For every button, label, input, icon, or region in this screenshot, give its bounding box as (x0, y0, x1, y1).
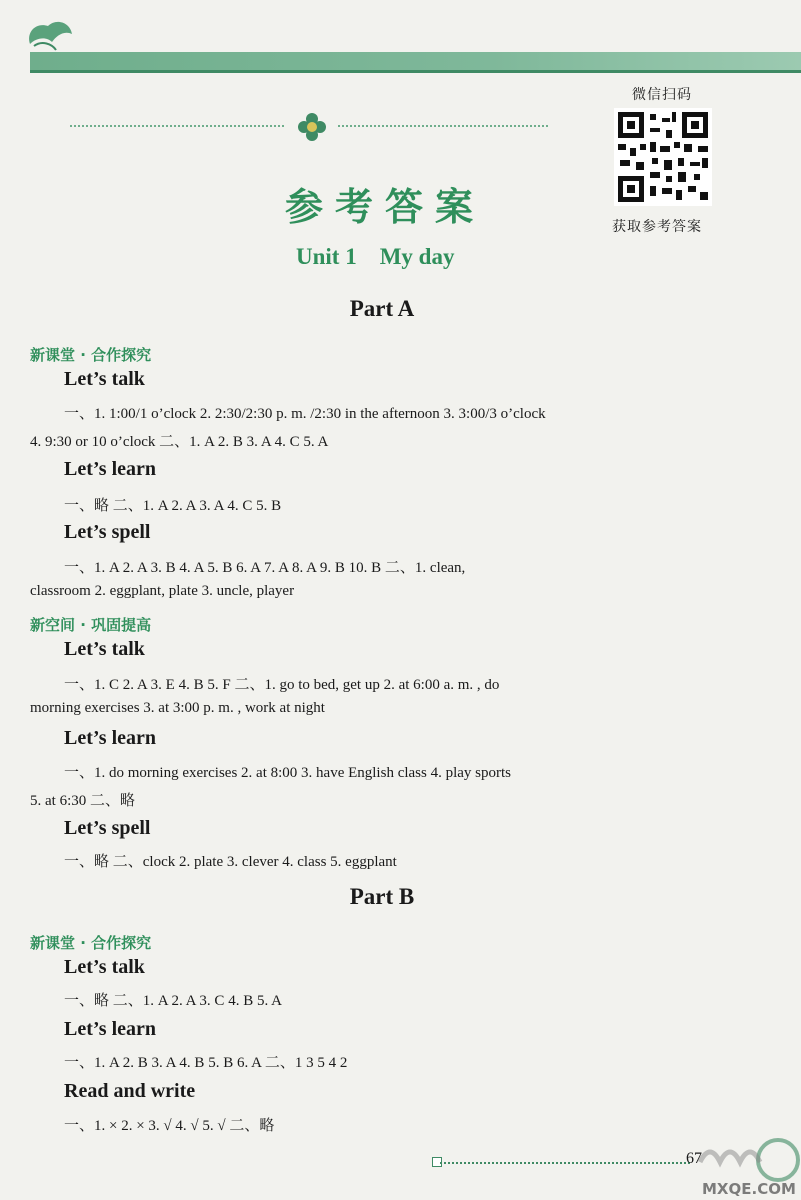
footer-dotted-rule (440, 1162, 690, 1164)
subsection-title: Let’s talk (64, 368, 145, 390)
answer-line: 一、1. A 2. A 3. B 4. A 5. B 6. A 7. A 8. A 9. B 10. B 二、1. clean, (64, 560, 466, 576)
answer-line: 5. at 6:30 二、略 (30, 793, 135, 809)
section-label: 新空间 · 巩固提高 (30, 616, 152, 634)
answer-line: morning exercises 3. at 3:00 p. m. , work at night (30, 700, 325, 716)
subsection-title: Let’s spell (64, 521, 151, 543)
answer-line: 一、1. C 2. A 3. E 4. B 5. F 二、1. go to bed, get up 2. at 6:00 a. m. , do (64, 677, 500, 693)
page-title: 参考答案 (284, 185, 485, 229)
leaf-logo-icon (22, 14, 78, 54)
flower-divider-icon (70, 113, 550, 143)
header-rule (30, 70, 801, 73)
subsection-title: Let’s learn (64, 727, 157, 749)
part-a-title: Part A (349, 296, 415, 321)
header-bar (30, 52, 801, 70)
section-label: 新课堂 · 合作探究 (30, 934, 152, 952)
answer-line: 一、略 二、clock 2. plate 3. clever 4. class 5. eggplant (64, 854, 397, 870)
watermark-logo-icon (690, 1132, 801, 1200)
part-b-title: Part B (349, 884, 415, 909)
qr-caption-top: 微信扫码 (632, 87, 692, 103)
subsection-title: Let’s learn (64, 1018, 157, 1040)
section-label: 新课堂 · 合作探究 (30, 346, 152, 364)
subsection-title: Let’s talk (64, 638, 145, 660)
answer-line: 一、1. 1:00/1 o’clock 2. 2:30/2:30 p. m. /2:30 in the afternoon 3. 3:00/3 o’clock (64, 406, 546, 422)
subsection-title: Let’s talk (64, 956, 145, 978)
answer-line: classroom 2. eggplant, plate 3. uncle, player (30, 583, 295, 599)
qr-caption-bottom: 获取参考答案 (612, 219, 702, 235)
watermark-text: MXQE.COM (702, 1180, 796, 1198)
answer-line: 一、1. A 2. B 3. A 4. B 5. B 6. A 二、1 3 5 4 2 (64, 1055, 348, 1071)
answer-line: 4. 9:30 or 10 o’clock 二、1. A 2. B 3. A 4. C 5. A (30, 434, 329, 450)
page-number: 67 (686, 1150, 702, 1167)
answer-line: 一、1. × 2. × 3. √ 4. √ 5. √ 二、略 (64, 1118, 275, 1134)
subsection-title: Read and write (64, 1080, 196, 1102)
answer-line: 一、略 二、1. A 2. A 3. C 4. B 5. A (64, 993, 282, 1009)
subsection-title: Let’s learn (64, 458, 157, 480)
answer-line: 一、1. do morning exercises 2. at 8:00 3. have English class 4. play sports (64, 765, 512, 781)
unit-title: Unit 1 My day (296, 244, 455, 269)
subsection-title: Let’s spell (64, 817, 151, 839)
answer-line: 一、略 二、1. A 2. A 3. A 4. C 5. B (64, 498, 282, 514)
